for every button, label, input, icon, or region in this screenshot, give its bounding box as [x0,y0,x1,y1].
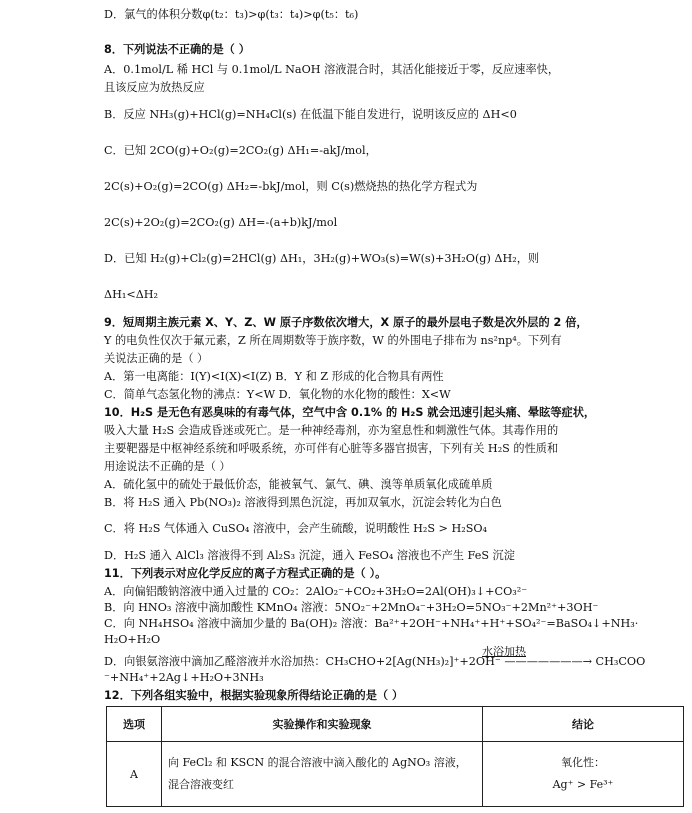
header-conclusion: 结论 [483,707,684,742]
row-option: A [107,742,162,807]
table-row [107,742,684,807]
text-line: A．向偏铝酸钠溶液中通入过量的 CO₂：2AlO₂⁻+CO₂+3H₂O=2Al(OH)₃↓+CO₃²⁻ [104,585,528,598]
question-stem: 8．下列说法不正确的是（ ） [104,43,250,56]
conclusion-line-2: Ag⁺ > Fe³⁺ [552,778,614,791]
text-line: 用途说法不正确的是（ ） [104,460,231,473]
question-stem: 10．H₂S 是无色有恶臭味的有毒气体，空气中含 0.1% 的 H₂S 就会迅速引起头痛、晕眩等症状， [104,406,596,419]
experiment-table [106,706,684,807]
text-line: A．硫化氢中的硫处于最低价态，能被氧气、氯气、碘、溴等单质氧化成硫单质 [104,478,493,491]
text-line: B．将 H₂S 通入 Pb(NO₃)₂ 溶液得到黑色沉淀，再加双氧水，沉淀会转化为白色 [104,496,502,509]
text-line: A．第一电离能：I(Y)<I(X)<I(Z) B．Y 和 Z 形成的化合物具有两性 [104,370,444,383]
text-line: D．向银氨溶液中滴加乙醛溶液并水浴加热：CH₃CHO+2[Ag(NH₃)₂]⁺+2OH⁻ ———————→ CH₃COO [104,655,646,668]
reaction-condition-label: 水浴加热 [482,645,526,658]
text-line: 关说法正确的是（ ） [104,352,209,365]
text-line: 2C(s)+2O₂(g)=2CO₂(g) ΔH=-(a+b)kJ/mol [104,216,338,229]
text-line: D．H₂S 通入 AlCl₃ 溶液得不到 Al₂S₃ 沉淀，通入 FeSO₄ 溶液也不产生 FeS 沉淀 [104,549,515,562]
text-line: D．氯气的体积分数φ(t₂：t₃)>φ(t₃：t₄)>φ(t₅：t₆) [104,8,359,21]
text-line: C．将 H₂S 气体通入 CuSO₄ 溶液中，会产生硫酸，说明酸性 H₂S > H₂SO₄ [104,522,488,535]
text-line: C．向 NH₄HSO₄ 溶液中滴加少量的 Ba(OH)₂ 溶液：Ba²⁺+2OH⁻+NH₄⁺+H⁺+SO₄²⁻=BaSO₄↓+NH₃· [104,617,639,630]
text-line: C．简单气态氢化物的沸点：Y<W D．氧化物的水化物的酸性：X<W [104,388,451,401]
text-line: C．已知 2CO(g)+O₂(g)=2CO₂(g) ΔH₁=-akJ/mol， [104,144,377,157]
row-conclusion [483,742,684,807]
text-line: ⁻+NH₄⁺+2Ag↓+H₂O+3NH₃ [104,671,264,684]
table-header-row [107,707,684,742]
conclusion-line-1: 氧化性： [561,756,605,769]
text-line: A．0.1mol/L 稀 HCl 与 0.1mol/L NaOH 溶液混合时，其活化能接近于零，反应速率快， [104,63,560,76]
text-line: 主要靶器是中枢神经系统和呼吸系统，亦可伴有心脏等多器官损害，下列有关 H₂S 的性质和 [104,442,559,455]
text-line: 且该反应为放热反应 [104,81,205,94]
text-line: D．已知 H₂(g)+Cl₂(g)=2HCl(g) ΔH₁，3H₂(g)+WO₃(s)=W(s)+3H₂O(g) ΔH₂，则 [104,252,540,265]
text-line: 2C(s)+O₂(g)=2CO(g) ΔH₂=-bkJ/mol，则 C(s)燃烧热的热化学方程式为 [104,180,478,193]
header-operation: 实验操作和实验现象 [162,707,483,742]
question-stem: 9．短周期主族元素 X、Y、Z、W 原子序数依次增大，X 原子的最外层电子数是次外层的 2 倍， [104,316,588,329]
text-line: 吸入大量 H₂S 会造成昏迷或死亡。是一种神经毒剂，亦为窒息性和刺激性气体。其毒作用的 [104,424,559,437]
text-line: ΔH₁<ΔH₂ [104,288,159,301]
header-option: 选项 [107,707,162,742]
text-line: H₂O+H₂O [104,633,161,646]
question-stem: 11．下列表示对应化学反应的离子方程式正确的是（ ）。 [104,567,387,580]
text-line: B．向 HNO₃ 溶液中滴加酸性 KMnO₄ 溶液：5NO₂⁻+2MnO₄⁻+3H₂O=5NO₃⁻+2Mn²⁺+3OH⁻ [104,601,599,614]
text-line: B．反应 NH₃(g)+HCl(g)=NH₄Cl(s) 在低温下能自发进行，说明该反应的 ΔH<0 [104,108,517,121]
row-operation: 向 FeCl₂ 和 KSCN 的混合溶液中滴入酸化的 AgNO₃ 溶液，混合溶液变红 [162,742,483,807]
question-stem: 12．下列各组实验中，根据实验现象所得结论正确的是（ ） [104,689,404,702]
text-line: Y 的电负性仅次于氟元素，Z 所在周期数等于族序数，W 的外围电子排布为 ns²np⁴。下列有 [104,334,562,347]
